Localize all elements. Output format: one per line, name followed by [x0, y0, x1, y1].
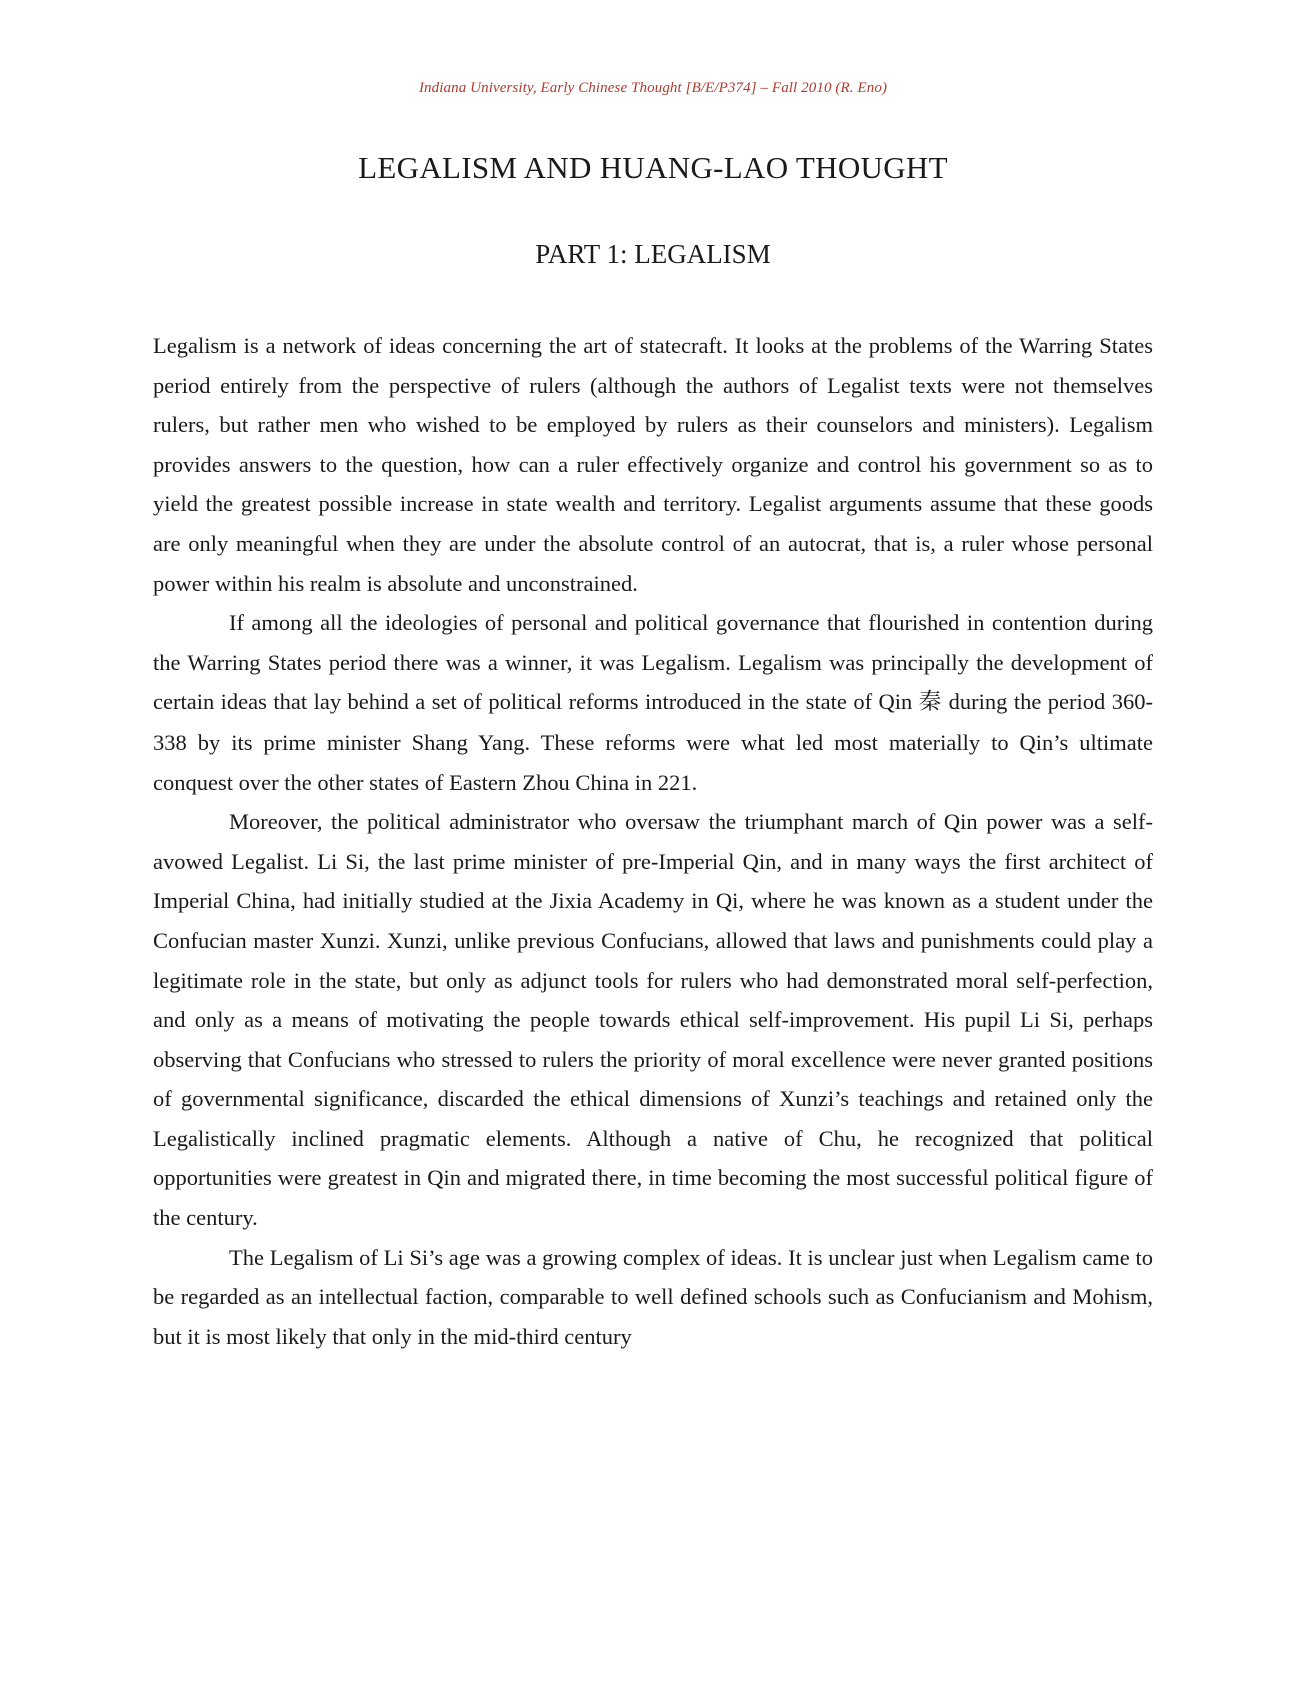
paragraph-2-text-before: If among all the ideologies of personal and political governance that flourished in contention during the Warring States period there was a winner, it was Legalism. Legalism was principally the development of certain ideas that lay behind a set of political reforms introduced in the state of Qin — [153, 610, 1153, 715]
qin-character: 秦 — [918, 689, 943, 716]
paragraph-2-text-after: during the period 360-338 by its prime minister Shang Yang. These reforms were what led most materially to Qin’s ultimate conquest over the other states of Eastern Zhou China in 221. — [153, 689, 1153, 795]
paragraph-2 — [153, 603, 1153, 802]
paragraph-4: The Legalism of Li Si’s age was a growing complex of ideas. It is unclear just when Legalism came to be regarded as an intellectual faction, comparable to well defined schools such as Confucianism and Mohism, but it is most likely that only in the mid-third century — [153, 1244, 1153, 1349]
paragraph-3: Moreover, the political administrator who oversaw the triumphant march of Qin power was a self-avowed Legalist. Li Si, the last prime minister of pre-Imperial Qin, and in many ways the first architect of Imperial China, had initially studied at the Jixia Academy in Qi, where he was known as a student under the Confucian master Xunzi. Xunzi, unlike previous Confucians, allowed that laws and punishments could play a legitimate role in the state, but only as adjunct tools for rulers who had demonstrated moral self-perfection, and only as a means of motivating the people towards ethical self-improvement. His pupil Li Si, perhaps observing that Confucians who stressed to rulers the priority of moral excellence were never granted positions of governmental significance, discarded the ethical dimensions of Xunzi’s teachings and retained only the Legalistically inclined pragmatic elements. Although a native of Chu, he recognized that political opportunities were greatest in Qin and migrated there, in time becoming the most successful political figure of the century. — [153, 809, 1153, 1231]
paragraph-1: Legalism is a network of ideas concerning the art of statecraft. It looks at the problems of the Warring States period entirely from the perspective of rulers (although the authors of Legalist texts were not themselves rulers, but rather men who wished to be employed by rulers as their counselors and ministers). Legalism provides answers to the question, how can a ruler effectively organize and control his government so as to yield the greatest possible increase in state wealth and territory. Legalist arguments assume that these goods are only meaningful when they are under the absolute control of an autocrat, that is, a ruler whose personal power within his realm is absolute and unconstrained. — [153, 333, 1153, 596]
part-heading: PART 1: LEGALISM — [535, 239, 771, 269]
running-header: Indiana University, Early Chinese Thought [B/E/P374] – Fall 2010 (R. Eno) — [418, 80, 888, 96]
body-text — [153, 326, 1153, 1356]
document-title: LEGALISM AND HUANG-LAO THOUGHT — [358, 150, 948, 185]
